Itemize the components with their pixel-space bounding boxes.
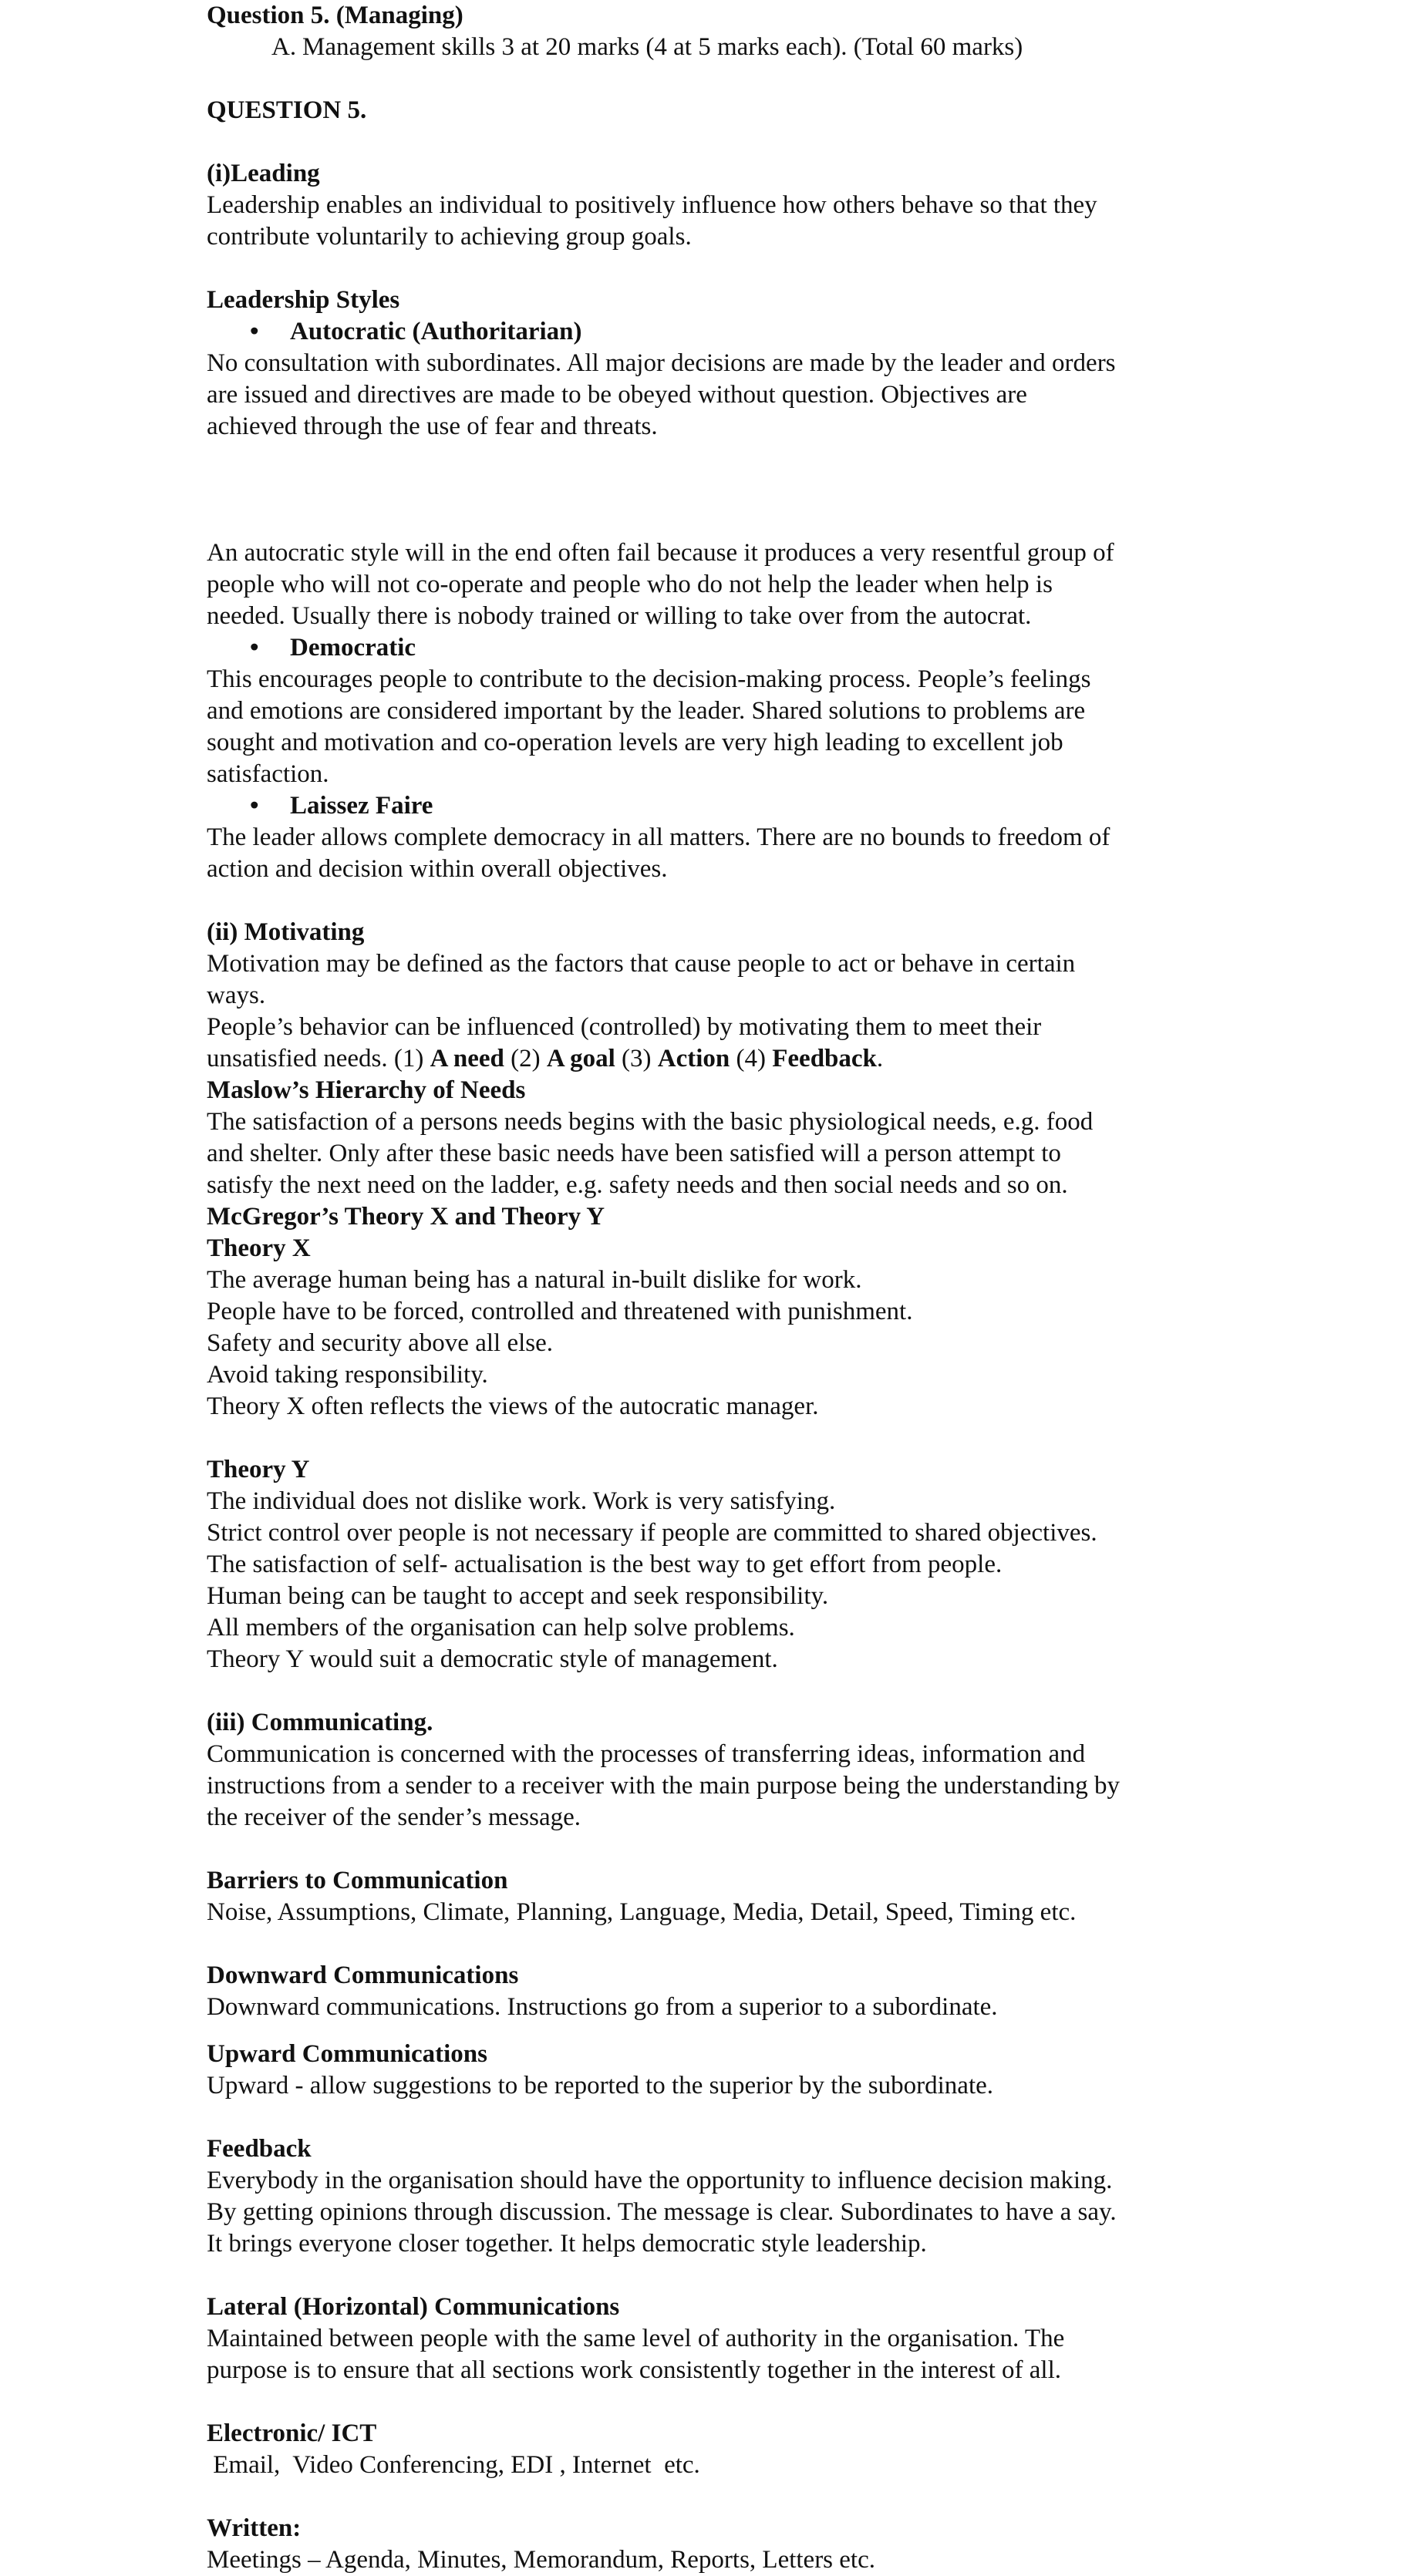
theory-y-line: All members of the organisation can help solve problems. (207, 1614, 795, 1642)
theory-x-line: People have to be forced, controlled and threatened with punishment. (207, 1298, 913, 1325)
upward-heading: Upward Communications (207, 2040, 487, 2068)
needs-sep: (4) (730, 1045, 773, 1072)
item-letter: A. (271, 33, 297, 61)
theory-y-line: Theory Y would suit a democratic style of management. (207, 1645, 778, 1673)
theory-y-line: The individual does not dislike work. Work is very satisfying. (207, 1487, 836, 1515)
motivating-line: ways. (207, 982, 266, 1009)
communicating-line: the receiver of the sender’s message. (207, 1803, 581, 1831)
laissez-line: The leader allows complete democracy in all matters. There are no bounds to freedom of (207, 823, 1110, 851)
theory-y-heading: Theory Y (207, 1456, 310, 1483)
autocratic-line: achieved through the use of fear and threats. (207, 412, 658, 440)
laissez-line: action and decision within overall objectives. (207, 855, 668, 883)
motivating-line: Motivation may be defined as the factors that cause people to act or behave in certain (207, 950, 1076, 978)
leadership-styles-heading: Leadership Styles (207, 286, 400, 314)
feedback-line: By getting opinions through discussion. The message is clear. Subordinates to have a say. (207, 2198, 1117, 2226)
autocratic-line: No consultation with subordinates. All major decisions are made by the leader and orders (207, 349, 1116, 377)
leading-heading: (i)Leading (207, 160, 320, 187)
feedback-heading: Feedback (207, 2135, 312, 2163)
democratic-line: sought and motivation and co-operation levels are very high leading to excellent job (207, 729, 1063, 756)
autocratic-fail-line: An autocratic style will in the end often fail because it produces a very resentful group of (207, 539, 1114, 567)
leading-line: Leadership enables an individual to positively influence how others behave so that they (207, 191, 1097, 219)
theory-x-heading: Theory X (207, 1234, 311, 1262)
communicating-line: Communication is concerned with the processes of transferring ideas, information and (207, 1740, 1086, 1768)
lateral-heading: Lateral (Horizontal) Communications (207, 2293, 620, 2321)
bullet-label: Democratic (290, 634, 416, 662)
needs-line (207, 1043, 1209, 1075)
bullet-laissez-faire (207, 790, 1209, 822)
upward-text: Upward - allow suggestions to be reported to the superior by the subordinate. (207, 2072, 994, 2100)
written-heading: Written: (207, 2514, 302, 2542)
theory-x-line: Avoid taking responsibility. (207, 1361, 488, 1389)
maslow-heading: Maslow’s Hierarchy of Needs (207, 1076, 526, 1104)
needs-suffix: . (876, 1045, 884, 1072)
autocratic-line: are issued and directives are made to be obeyed without question. Objectives are (207, 381, 1027, 409)
item-text: Management skills 3 at 20 marks (4 at 5 marks each). (Total 60 marks) (302, 33, 1023, 61)
motivating-line: People’s behavior can be influenced (controlled) by motivating them to meet their (207, 1013, 1042, 1041)
lateral-line: purpose is to ensure that all sections work consistently together in the interest of all. (207, 2356, 1061, 2384)
electronic-heading: Electronic/ ICT (207, 2419, 377, 2447)
written-text: Meetings – Agenda, Minutes, Memorandum, Reports, Letters etc. (207, 2546, 875, 2574)
autocratic-fail-line: needed. Usually there is nobody trained or willing to take over from the autocrat. (207, 602, 1032, 630)
needs-sep: (3) (615, 1045, 658, 1072)
barriers-heading: Barriers to Communication (207, 1867, 508, 1894)
theory-x-line: The average human being has a natural in-built dislike for work. (207, 1266, 862, 1294)
motivating-heading: (ii) Motivating (207, 918, 365, 946)
bullet-icon: • (250, 792, 259, 820)
needs-prefix: unsatisfied needs. (1) (207, 1045, 430, 1072)
bullet-icon: • (250, 634, 259, 662)
bullet-label: Laissez Faire (290, 792, 433, 820)
mcgregor-heading: McGregor’s Theory X and Theory Y (207, 1203, 605, 1231)
needs-sep: (2) (504, 1045, 547, 1072)
democratic-line: and emotions are considered important by the leader. Shared solutions to problems are (207, 697, 1086, 725)
needs-action: Action (657, 1045, 730, 1072)
maslow-line: and shelter. Only after these basic needs have been satisfied will a person attempt to (207, 1140, 1061, 1167)
autocratic-fail-line: people who will not co-operate and people who do not help the leader when help is (207, 571, 1053, 598)
theory-y-line: Strict control over people is not necessary if people are committed to shared objectives. (207, 1519, 1097, 1547)
electronic-text: Email, Video Conferencing, EDI , Internet etc. (207, 2451, 700, 2479)
feedback-line: It brings everyone closer together. It helps democratic style leadership. (207, 2230, 927, 2258)
theory-y-line: The satisfaction of self- actualisation is the best way to get effort from people. (207, 1551, 1003, 1578)
question-item (207, 32, 1209, 63)
maslow-line: The satisfaction of a persons needs begins with the basic physiological needs, e.g. food (207, 1108, 1094, 1136)
theory-x-line: Safety and security above all else. (207, 1329, 553, 1357)
theory-y-line: Human being can be taught to accept and seek responsibility. (207, 1582, 829, 1610)
needs-feedback: Feedback (772, 1045, 877, 1072)
communicating-line: instructions from a sender to a receiver with the main purpose being the understanding by (207, 1772, 1121, 1800)
maslow-line: satisfy the next need on the ladder, e.g. safety needs and then social needs and so on. (207, 1171, 1068, 1199)
needs-a-goal: A goal (546, 1045, 615, 1072)
barriers-text: Noise, Assumptions, Climate, Planning, Language, Media, Detail, Speed, Timing etc. (207, 1898, 1077, 1926)
bullet-icon: • (250, 318, 259, 345)
democratic-line: This encourages people to contribute to the decision-making process. People’s feelings (207, 665, 1091, 693)
downward-heading: Downward Communications (207, 1961, 519, 1989)
question-heading: Question 5. (Managing) (207, 2, 463, 29)
lateral-line: Maintained between people with the same level of authority in the organisation. The (207, 2325, 1065, 2352)
downward-text: Downward communications. Instructions go from a superior to a subordinate. (207, 1993, 998, 2021)
bullet-autocratic (207, 316, 1209, 348)
bullet-label: Autocratic (Authoritarian) (290, 318, 582, 345)
democratic-line: satisfaction. (207, 760, 329, 788)
needs-a-need: A need (430, 1045, 504, 1072)
bullet-democratic (207, 632, 1209, 664)
section-heading: QUESTION 5. (207, 96, 367, 124)
theory-x-line: Theory X often reflects the views of the autocratic manager. (207, 1392, 819, 1420)
communicating-heading: (iii) Communicating. (207, 1709, 433, 1736)
leading-line: contribute voluntarily to achieving group goals. (207, 223, 692, 251)
feedback-line: Everybody in the organisation should have the opportunity to influence decision making. (207, 2167, 1113, 2194)
